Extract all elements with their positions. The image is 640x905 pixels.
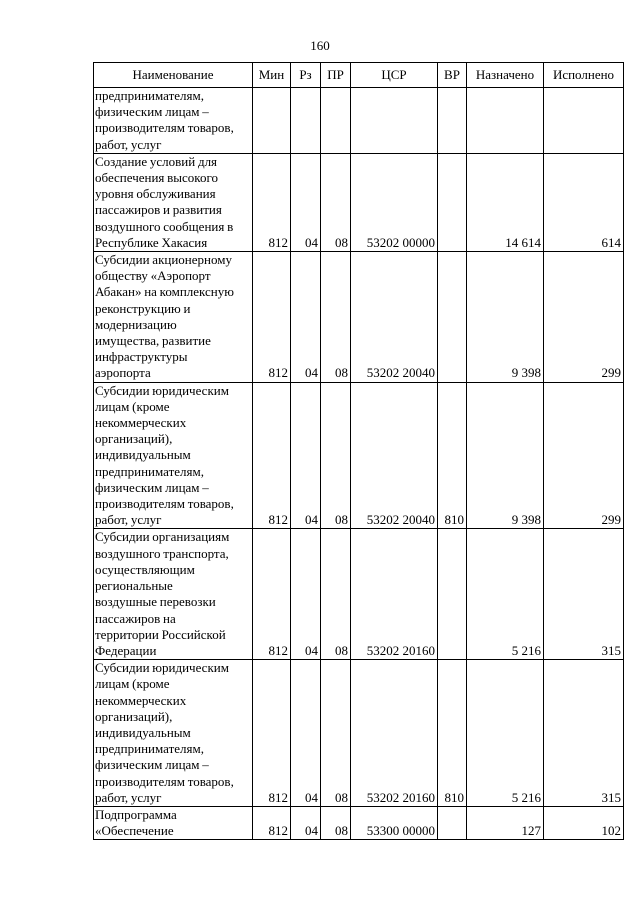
- name-line: Подпрограмма: [95, 806, 177, 822]
- table-body: [94, 88, 624, 840]
- cell-assigned: 9 398: [467, 252, 544, 383]
- name-line: работ, услуг: [95, 512, 162, 528]
- name-line: Субсидии юридическим: [95, 382, 229, 398]
- name-line: лицам (кроме: [95, 398, 170, 414]
- cell-name: [94, 252, 253, 383]
- name-line: обеспечения высокого: [95, 170, 218, 186]
- name-line: производителям товаров,: [95, 773, 234, 789]
- cell-executed: 102: [544, 806, 624, 839]
- column-header-rz: Рз: [291, 63, 321, 88]
- table-row: [94, 806, 624, 839]
- name-line: Республике Хакасия: [95, 234, 208, 250]
- cell-csr: 53202 20040: [351, 252, 438, 383]
- column-header-vr: ВР: [438, 63, 467, 88]
- column-header-min: Мин: [253, 63, 291, 88]
- cell-min: 812: [253, 806, 291, 839]
- name-line: аэропорта: [95, 365, 151, 381]
- cell-min: 812: [253, 153, 291, 251]
- cell-executed: [544, 88, 624, 154]
- cell-name: [94, 529, 253, 660]
- cell-rz: 04: [291, 382, 321, 529]
- cell-pr: 08: [321, 252, 351, 383]
- name-line: физическим лицам –: [95, 104, 209, 120]
- name-line: предпринимателям,: [95, 463, 204, 479]
- cell-name: [94, 382, 253, 529]
- cell-rz: 04: [291, 806, 321, 839]
- name-line: физическим лицам –: [95, 479, 209, 495]
- cell-executed: 315: [544, 660, 624, 807]
- name-line: инфраструктуры: [95, 349, 188, 365]
- name-line: имущества, развитие: [95, 333, 211, 349]
- cell-pr: 08: [321, 382, 351, 529]
- column-header-assigned: Назначено: [467, 63, 544, 88]
- name-line: индивидуальным: [95, 724, 191, 740]
- cell-csr: [351, 88, 438, 154]
- cell-name: [94, 88, 253, 154]
- cell-rz: 04: [291, 252, 321, 383]
- column-header-pr: ПР: [321, 63, 351, 88]
- cell-executed: 299: [544, 382, 624, 529]
- name-line: Федерации: [95, 642, 157, 658]
- page-number: 160: [310, 38, 330, 53]
- name-line: Субсидии юридическим: [95, 660, 229, 676]
- cell-min: 812: [253, 382, 291, 529]
- name-line: некоммерческих: [95, 692, 187, 708]
- name-line: пассажиров на: [95, 610, 176, 626]
- cell-vr: 810: [438, 660, 467, 807]
- name-line: Субсидии акционерному: [95, 252, 232, 268]
- cell-pr: 08: [321, 806, 351, 839]
- column-header-executed: Исполнено: [544, 63, 624, 88]
- cell-csr: 53202 20040: [351, 382, 438, 529]
- cell-min: 812: [253, 252, 291, 383]
- cell-vr: [438, 806, 467, 839]
- cell-csr: 53202 20160: [351, 660, 438, 807]
- cell-vr: [438, 529, 467, 660]
- name-line: воздушные перевозки: [95, 594, 216, 610]
- cell-vr: [438, 88, 467, 154]
- name-line: «Обеспечение: [95, 823, 174, 839]
- cell-rz: [291, 88, 321, 154]
- name-line: пассажиров и развития: [95, 202, 222, 218]
- name-line: работ, услуг: [95, 136, 162, 152]
- cell-pr: 08: [321, 660, 351, 807]
- cell-csr: 53300 00000: [351, 806, 438, 839]
- name-line: обществу «Аэропорт: [95, 268, 211, 284]
- name-line: Субсидии организациям: [95, 529, 230, 545]
- cell-min: [253, 88, 291, 154]
- cell-min: 812: [253, 660, 291, 807]
- cell-vr: 810: [438, 382, 467, 529]
- table-row: [94, 382, 624, 529]
- table-row: [94, 153, 624, 251]
- cell-rz: 04: [291, 153, 321, 251]
- name-line: организаций),: [95, 708, 173, 724]
- cell-assigned: 5 216: [467, 529, 544, 660]
- name-line: уровня обслуживания: [95, 186, 216, 202]
- name-line: организаций),: [95, 431, 173, 447]
- name-line: реконструкцию и: [95, 300, 191, 316]
- cell-name: [94, 660, 253, 807]
- cell-vr: [438, 252, 467, 383]
- name-line: предпринимателям,: [95, 741, 204, 757]
- cell-rz: 04: [291, 529, 321, 660]
- cell-executed: 614: [544, 153, 624, 251]
- column-header-name: Наименование: [94, 63, 253, 88]
- name-line: модернизацию: [95, 316, 177, 332]
- name-line: производителям товаров,: [95, 120, 234, 136]
- name-line: индивидуальным: [95, 447, 191, 463]
- cell-pr: 08: [321, 153, 351, 251]
- cell-executed: 315: [544, 529, 624, 660]
- cell-rz: 04: [291, 660, 321, 807]
- cell-min: 812: [253, 529, 291, 660]
- table-header-row: [94, 63, 624, 88]
- table-row: [94, 660, 624, 807]
- cell-executed: 299: [544, 252, 624, 383]
- cell-assigned: 5 216: [467, 660, 544, 807]
- cell-assigned: 9 398: [467, 382, 544, 529]
- table-row: [94, 252, 624, 383]
- cell-csr: 53202 20160: [351, 529, 438, 660]
- cell-assigned: 14 614: [467, 153, 544, 251]
- table-row: [94, 529, 624, 660]
- cell-pr: [321, 88, 351, 154]
- name-line: осуществляющим: [95, 561, 195, 577]
- name-line: производителям товаров,: [95, 496, 234, 512]
- name-line: воздушного сообщения в: [95, 218, 234, 234]
- cell-csr: 53202 00000: [351, 153, 438, 251]
- table-row: [94, 88, 624, 154]
- name-line: работ, услуг: [95, 789, 162, 805]
- cell-assigned: 127: [467, 806, 544, 839]
- name-line: лицам (кроме: [95, 676, 170, 692]
- budget-table: [93, 62, 624, 840]
- cell-name: [94, 153, 253, 251]
- name-line: физическим лицам –: [95, 757, 209, 773]
- column-header-csr: ЦСР: [351, 63, 438, 88]
- cell-pr: 08: [321, 529, 351, 660]
- name-line: региональные: [95, 578, 173, 594]
- name-line: территории Российской: [95, 626, 226, 642]
- cell-assigned: [467, 88, 544, 154]
- name-line: некоммерческих: [95, 415, 187, 431]
- name-line: Абакан» на комплексную: [95, 284, 234, 300]
- name-line: предпринимателям,: [95, 88, 204, 103]
- cell-vr: [438, 153, 467, 251]
- name-line: Создание условий для: [95, 153, 218, 169]
- name-line: воздушного транспорта,: [95, 545, 229, 561]
- cell-name: [94, 806, 253, 839]
